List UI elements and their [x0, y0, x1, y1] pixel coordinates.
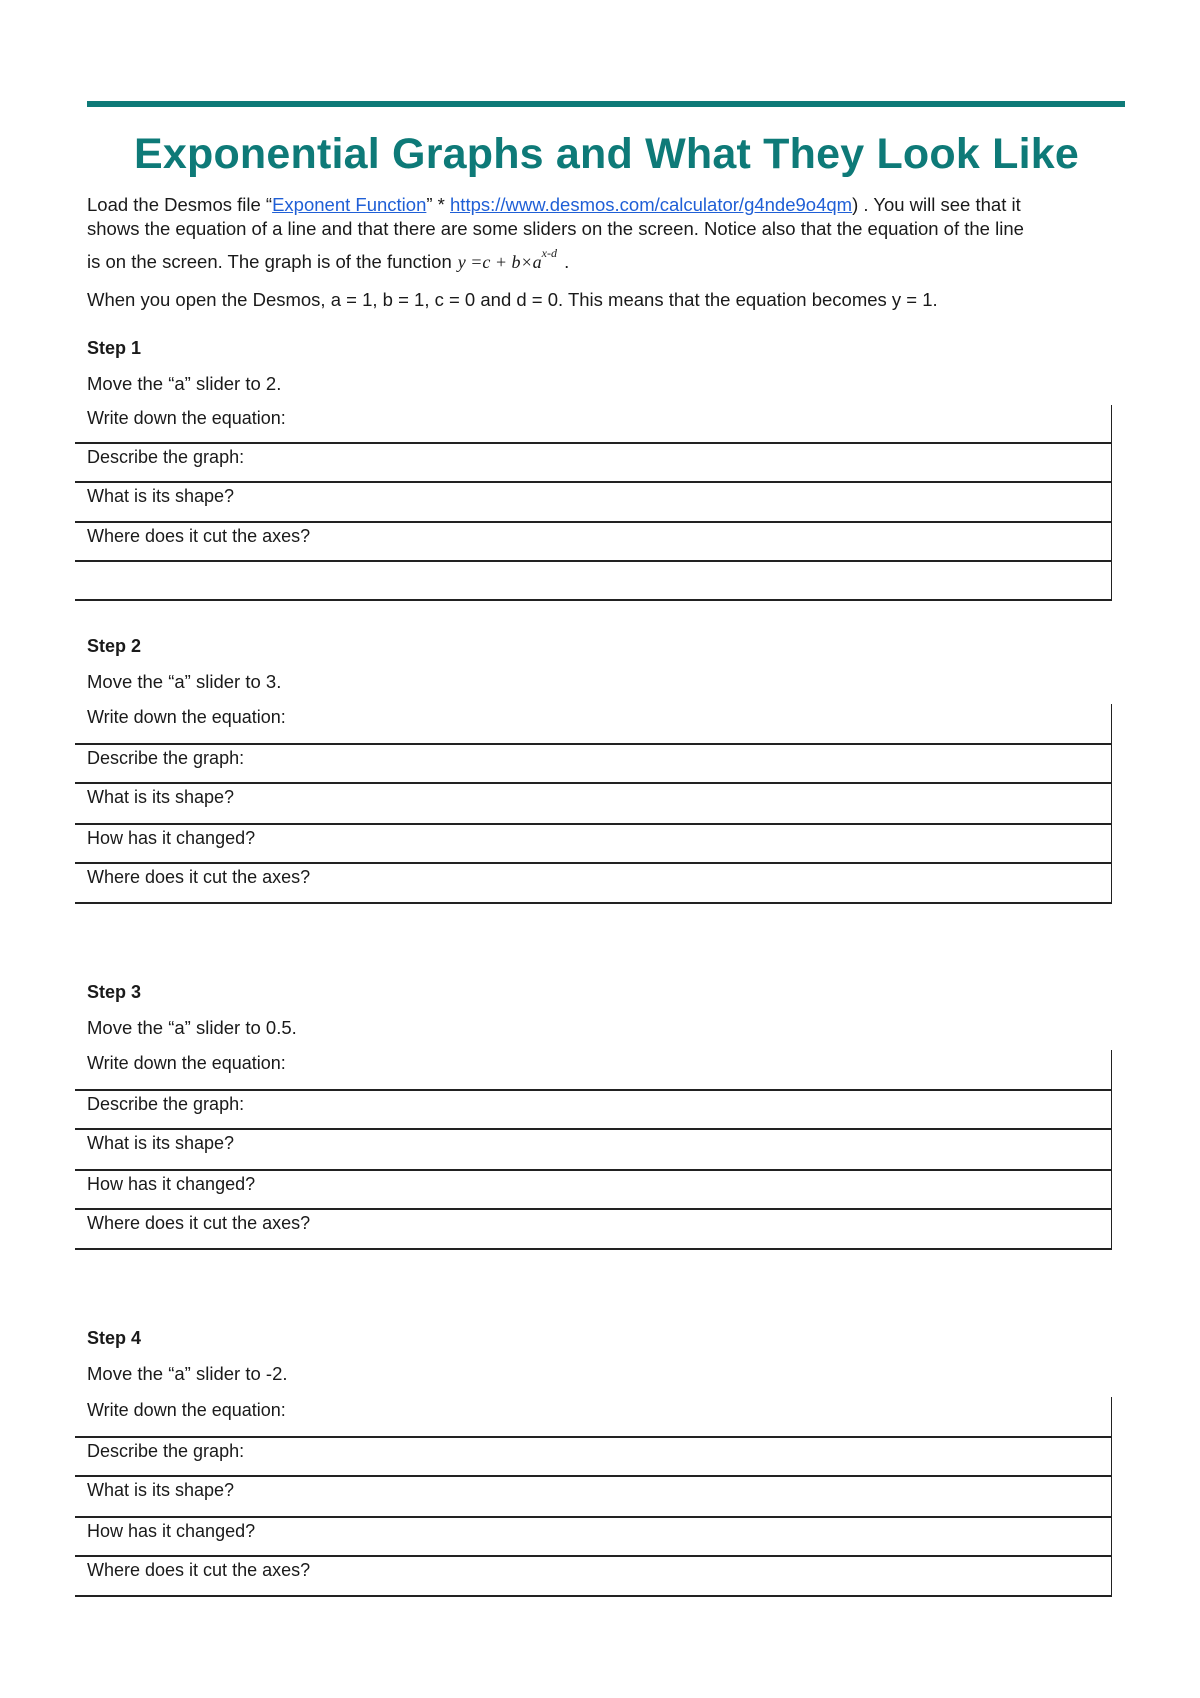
page-title: Exponential Graphs and What They Look Like: [134, 130, 1079, 178]
question-row[interactable]: What is its shape?: [75, 483, 1111, 523]
question-row[interactable]: Write down the equation:: [75, 704, 1111, 745]
step-heading: Step 4: [87, 1328, 142, 1348]
intro-line-1: [87, 193, 1127, 217]
question-table: [75, 405, 1112, 601]
question-table: [75, 1397, 1112, 1597]
question-row[interactable]: Write down the equation:: [75, 1397, 1111, 1438]
intro-text-5: .: [564, 251, 570, 272]
question-row[interactable]: Where does it cut the axes?: [75, 864, 1111, 904]
desmos-file-link[interactable]: Exponent Function: [272, 194, 427, 215]
intro-text-1: Load the Desmos file “: [87, 194, 273, 215]
question-row[interactable]: Where does it cut the axes?: [75, 1557, 1111, 1597]
intro-text-2: ” *: [426, 194, 451, 215]
question-row[interactable]: Describe the graph:: [75, 745, 1111, 784]
question-table: [75, 704, 1112, 904]
opening-statement: When you open the Desmos, a = 1, b = 1, c = 0 and d = 0. This means that the equation becomes y = 1.: [87, 289, 938, 310]
question-row[interactable]: What is its shape?: [75, 784, 1111, 825]
step-instruction: Move the “a” slider to -2.: [87, 1363, 288, 1384]
top-divider: [87, 101, 1125, 107]
question-row[interactable]: What is its shape?: [75, 1130, 1111, 1171]
step-instruction: Move the “a” slider to 0.5.: [87, 1017, 297, 1038]
question-row[interactable]: Where does it cut the axes?: [75, 1210, 1111, 1250]
intro-text-3: ) . You will see that it: [852, 194, 1021, 215]
step-heading: Step 3: [87, 982, 142, 1002]
step-instruction: Move the “a” slider to 3.: [87, 671, 282, 692]
question-table: [75, 1050, 1112, 1250]
question-row[interactable]: Where does it cut the axes?: [75, 523, 1111, 562]
step-heading: Step 2: [87, 636, 142, 656]
question-row[interactable]: How has it changed?: [75, 825, 1111, 864]
question-row[interactable]: Write down the equation:: [75, 1050, 1111, 1091]
question-row[interactable]: Write down the equation:: [75, 405, 1111, 444]
question-row[interactable]: How has it changed?: [75, 1171, 1111, 1210]
question-row[interactable]: How has it changed?: [75, 1518, 1111, 1557]
step-heading: Step 1: [87, 338, 142, 358]
step-instruction: Move the “a” slider to 2.: [87, 373, 282, 394]
intro-paragraph: [87, 193, 1127, 274]
question-row[interactable]: [75, 562, 1111, 601]
desmos-url-link[interactable]: https://www.desmos.com/calculator/g4nde9o4qm: [450, 194, 853, 215]
question-row[interactable]: Describe the graph:: [75, 1091, 1111, 1130]
function-formula: [457, 246, 557, 272]
question-row[interactable]: Describe the graph:: [75, 444, 1111, 483]
intro-line-2: shows the equation of a line and that there are some sliders on the screen. Notice also that the equation of the line: [87, 218, 1024, 239]
formula-exponent: x-d: [541, 246, 557, 260]
intro-line-3: [87, 245, 1127, 274]
formula-base: y =c + b×a: [457, 252, 542, 272]
question-row[interactable]: Describe the graph:: [75, 1438, 1111, 1477]
question-row[interactable]: What is its shape?: [75, 1477, 1111, 1518]
intro-text-4: is on the screen. The graph is of the function: [87, 251, 452, 272]
